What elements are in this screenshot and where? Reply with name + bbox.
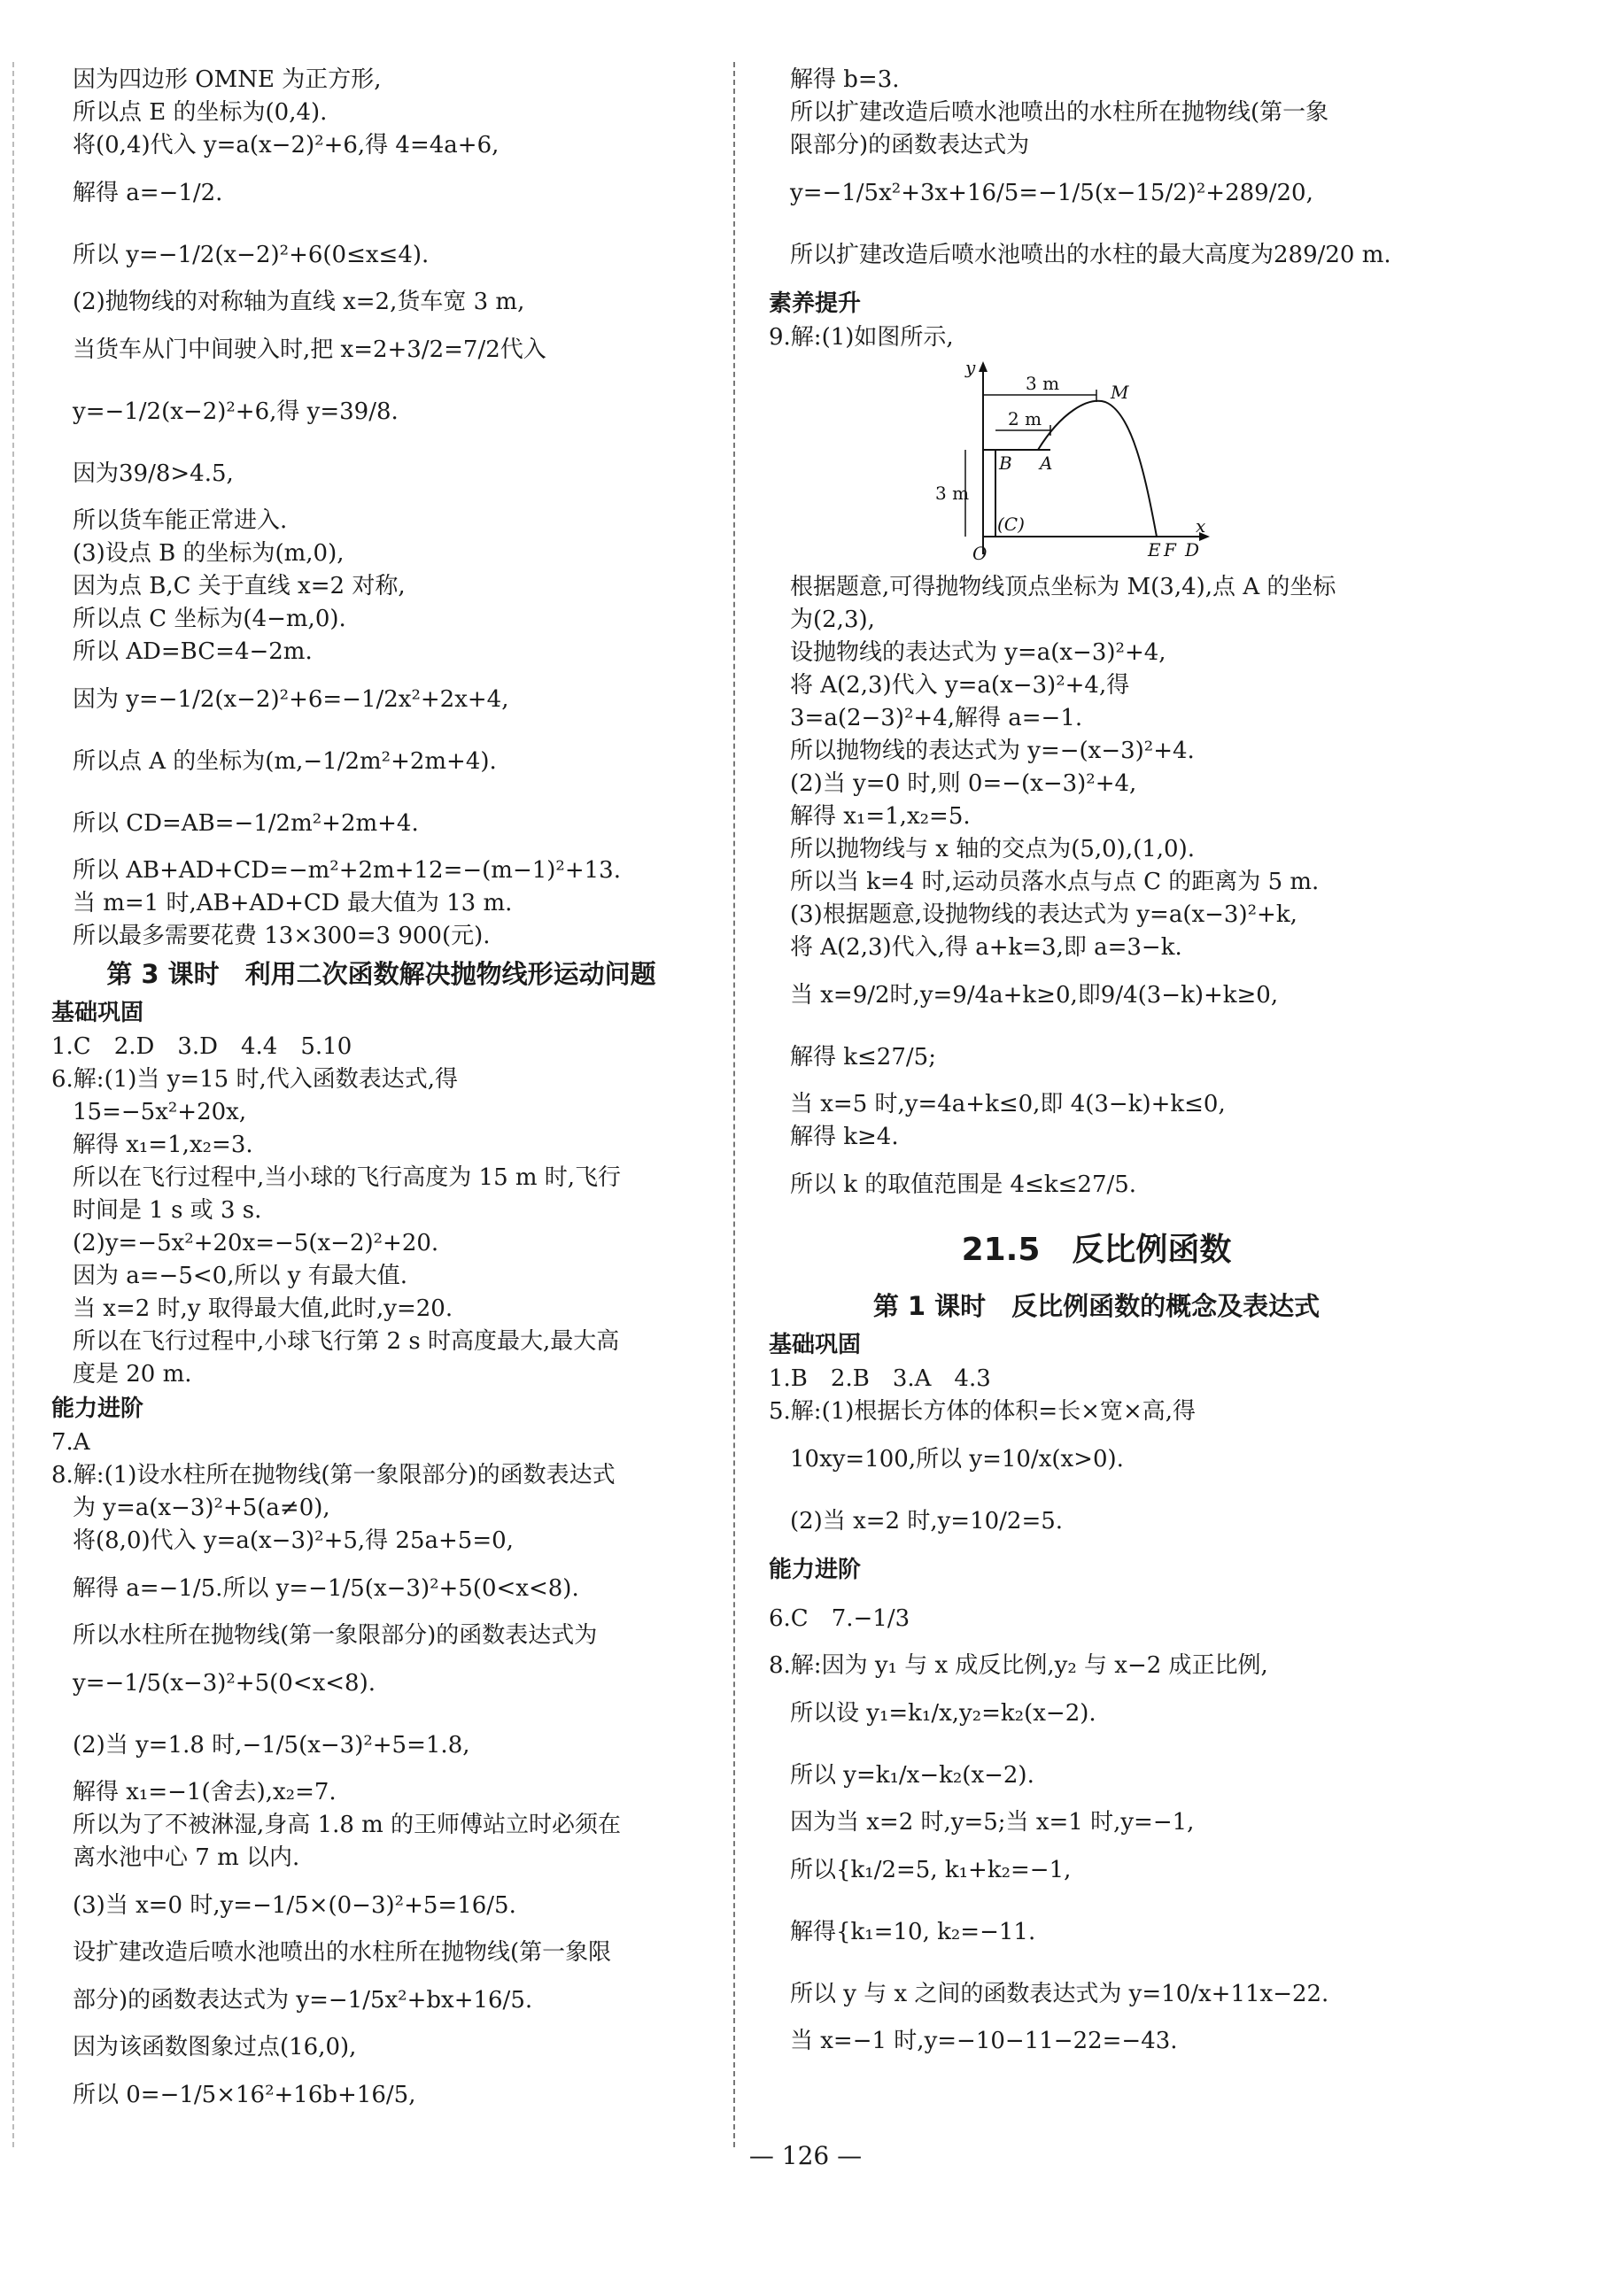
text-line: (2)当 x=2 时,y=10/2=5. xyxy=(790,1508,1064,1535)
text-line: 将 A(2,3)代入,得 a+k=3,即 a=3−k. xyxy=(790,934,1182,961)
text-line: 根据题意,可得抛物线顶点坐标为 M(3,4),点 A 的坐标 xyxy=(790,574,1336,600)
point-c-label: (C) xyxy=(997,514,1025,535)
right-column-text-bottom xyxy=(769,571,1424,2058)
text-line: (3)根据题意,设抛物线的表达式为 y=a(x−3)²+k, xyxy=(790,901,1297,928)
text-line: 当货车从门中间驶入时,把 x=2+3/2=7/2代入 xyxy=(73,336,546,363)
text-line: 8.解:(1)设水柱所在抛物线(第一象限部分)的函数表达式 xyxy=(51,1462,616,1488)
point-e-label: E xyxy=(1148,539,1161,560)
text-line: 5.解:(1)根据长方体的体积=长×宽×高,得 xyxy=(769,1398,1197,1425)
text-line: 解得 x₁=−1(舍去),x₂=7. xyxy=(73,1779,337,1805)
text-line: 因为当 x=2 时,y=5;当 x=1 时,y=−1, xyxy=(790,1809,1195,1836)
text-line: 1.B 2.B 3.A 4.3 xyxy=(769,1365,991,1392)
text-line: 所以 k 的取值范围是 4≤k≤27/5. xyxy=(790,1171,1137,1198)
text-line: 第 3 课时 利用二次函数解决抛物线形运动问题 xyxy=(106,959,656,989)
text-line: 因为点 B,C 关于直线 x=2 对称, xyxy=(73,573,406,599)
text-line: 度是 20 m. xyxy=(73,1361,192,1388)
text-line: 解得{k₁=10, k₂=−11. xyxy=(790,1919,1036,1945)
text-line: 将(8,0)代入 y=a(x−3)²+5,得 25a+5=0, xyxy=(73,1527,514,1554)
text-line: 所以为了不被淋湿,身高 1.8 m 的王师傅站立时必须在 xyxy=(73,1812,622,1838)
text-line: 所以扩建改造后喷水池喷出的水柱的最大高度为289/20 m. xyxy=(790,242,1391,268)
text-line: 解得 k≥4. xyxy=(790,1124,899,1150)
text-line: 当 x=−1 时,y=−10−11−22=−43. xyxy=(790,2028,1178,2054)
text-line: (2)当 y=0 时,则 0=−(x−3)²+4, xyxy=(790,770,1137,797)
page-number: — 126 — xyxy=(748,2141,863,2170)
text-line: 当 m=1 时,AB+AD+CD 最大值为 13 m. xyxy=(73,890,513,916)
origin-label: O xyxy=(972,543,988,564)
text-line: 为(2,3), xyxy=(790,607,875,633)
text-line: 7.A xyxy=(51,1429,90,1456)
text-line: 因为该函数图象过点(16,0), xyxy=(73,2034,357,2060)
text-line: (3)设点 B 的坐标为(m,0), xyxy=(73,540,345,567)
text-line: 所以货车能正常进入. xyxy=(73,507,288,534)
y-axis-arrow xyxy=(979,361,988,372)
parabola-dive-figure xyxy=(935,357,1220,568)
text-line: 因为 a=−5<0,所以 y 有最大值. xyxy=(73,1263,407,1289)
text-line: 6.解:(1)当 y=15 时,代入函数表达式,得 xyxy=(51,1066,459,1093)
text-line: 所以点 A 的坐标为(m,−1/2m²+2m+4). xyxy=(73,748,497,775)
point-a-label: A xyxy=(1040,452,1053,474)
left-margin-rule xyxy=(12,62,14,2147)
text-line: 8.解:因为 y₁ 与 x 成反比例,y₂ 与 x−2 成正比例, xyxy=(769,1652,1268,1679)
text-line: 21.5 反比例函数 xyxy=(961,1232,1232,1268)
text-line: 因为39/8>4.5, xyxy=(73,460,234,487)
text-line: 当 x=5 时,y=4a+k≤0,即 4(3−k)+k≤0, xyxy=(790,1091,1226,1117)
text-line: (2)y=−5x²+20x=−5(x−2)²+20. xyxy=(73,1230,439,1256)
right-column-text-top xyxy=(769,64,1424,354)
text-line: 将(0,4)代入 y=a(x−2)²+6,得 4=4a+6, xyxy=(73,132,500,158)
text-line: 为 y=a(x−3)²+5(a≠0), xyxy=(73,1495,330,1521)
text-line: (3)当 x=0 时,y=−1/5×(0−3)²+5=16/5. xyxy=(73,1892,516,1919)
text-line: 因为 y=−1/2(x−2)²+6=−1/2x²+2x+4, xyxy=(73,686,509,713)
text-line: y=−1/5(x−3)²+5(0<x<8). xyxy=(73,1670,376,1697)
text-line: y=−1/5x²+3x+16/5=−1/5(x−15/2)²+289/20, xyxy=(790,180,1313,206)
text-line: 所以 y=−1/2(x−2)²+6(0≤x≤4). xyxy=(73,242,430,268)
text-line: 所以 CD=AB=−1/2m²+2m+4. xyxy=(73,810,419,837)
text-line: 将 A(2,3)代入 y=a(x−3)²+4,得 xyxy=(790,672,1130,699)
text-line: 能力进阶 xyxy=(769,1557,862,1583)
text-line: 所以 y=k₁/x−k₂(x−2). xyxy=(790,1762,1034,1789)
diving-platform xyxy=(983,450,995,537)
text-line: 解得 k≤27/5; xyxy=(790,1044,936,1071)
text-line: 所以点 C 坐标为(4−m,0). xyxy=(73,606,346,632)
text-line: 所以抛物线的表达式为 y=−(x−3)²+4. xyxy=(790,738,1195,764)
text-line: 所以在飞行过程中,小球飞行第 2 s 时高度最大,最大高 xyxy=(73,1328,620,1355)
text-line: 10xy=100,所以 y=10/x(x>0). xyxy=(790,1446,1124,1473)
text-line: 所以 AD=BC=4−2m. xyxy=(73,638,313,665)
text-line: 解得 a=−1/2. xyxy=(73,180,223,206)
text-line: 1.C 2.D 3.D 4.4 5.10 xyxy=(51,1033,352,1060)
right-column xyxy=(769,64,1424,2058)
text-line: 基础巩固 xyxy=(51,1000,144,1026)
text-line: 所以{k₁/2=5, k₁+k₂=−1, xyxy=(790,1857,1072,1883)
text-line: 解得 a=−1/5.所以 y=−1/5(x−3)²+5(0<x<8). xyxy=(73,1575,579,1602)
text-line: 所以抛物线与 x 轴的交点为(5,0),(1,0). xyxy=(790,836,1195,862)
text-line: 设抛物线的表达式为 y=a(x−3)²+4, xyxy=(790,639,1166,666)
text-line: 当 x=2 时,y 取得最大值,此时,y=20. xyxy=(73,1295,453,1322)
vertex-label: M xyxy=(1111,382,1129,403)
text-line: 离水池中心 7 m 以内. xyxy=(73,1844,300,1871)
text-line: 素养提升 xyxy=(769,290,862,317)
text-line: 所以 AB+AD+CD=−m²+2m+12=−(m−1)²+13. xyxy=(73,857,621,884)
mid-dimension-label: 2 m xyxy=(1008,408,1042,429)
text-line: 所以点 E 的坐标为(0,4). xyxy=(73,99,328,126)
text-line: 所以水柱所在抛物线(第一象限部分)的函数表达式为 xyxy=(73,1622,598,1649)
point-d-label: D xyxy=(1185,539,1200,560)
text-line: (2)抛物线的对称轴为直线 x=2,货车宽 3 m, xyxy=(73,289,525,315)
y-axis-label: y xyxy=(965,357,976,378)
text-line: 15=−5x²+20x, xyxy=(73,1099,247,1125)
text-line: y=−1/2(x−2)²+6,得 y=39/8. xyxy=(73,398,399,425)
text-line: 所以最多需要花费 13×300=3 900(元). xyxy=(73,923,491,949)
text-line: 因为四边形 OMNE 为正方形, xyxy=(73,66,382,93)
text-line: 所以 0=−1/5×16²+16b+16/5, xyxy=(73,2082,416,2108)
text-line: 6.C 7.−1/3 xyxy=(769,1605,910,1632)
text-line: 当 x=9/2时,y=9/4a+k≥0,即9/4(3−k)+k≥0, xyxy=(790,982,1279,1009)
text-line: 3=a(2−3)²+4,解得 a=−1. xyxy=(790,705,1083,731)
trajectory-parabola xyxy=(1038,401,1157,537)
text-line: 所以当 k=4 时,运动员落水点与点 C 的距离为 5 m. xyxy=(790,869,1320,895)
column-divider xyxy=(733,62,735,2147)
point-b-label: B xyxy=(999,452,1012,474)
text-line: 部分)的函数表达式为 y=−1/5x²+bx+16/5. xyxy=(73,1987,533,2014)
top-dimension-label: 3 m xyxy=(1026,373,1060,394)
text-line: 所以扩建改造后喷水池喷出的水柱所在抛物线(第一象 xyxy=(790,99,1329,126)
x-axis-label: x xyxy=(1196,515,1206,537)
point-f-label: F xyxy=(1164,539,1176,560)
text-line: (2)当 y=1.8 时,−1/5(x−3)²+5=1.8, xyxy=(73,1732,470,1759)
text-line: 所以 y 与 x 之间的函数表达式为 y=10/x+11x−22. xyxy=(790,1981,1329,2007)
side-dimension-label: 3 m xyxy=(935,483,970,504)
text-line: 限部分)的函数表达式为 xyxy=(790,132,1030,158)
text-line: 第 1 课时 反比例函数的概念及表达式 xyxy=(872,1291,1321,1321)
text-line: 所以在飞行过程中,当小球的飞行高度为 15 m 时,飞行 xyxy=(73,1164,622,1191)
text-line: 能力进阶 xyxy=(51,1395,144,1422)
text-line: 时间是 1 s 或 3 s. xyxy=(73,1197,262,1224)
text-line: 所以设 y₁=k₁/x,y₂=k₂(x−2). xyxy=(790,1700,1096,1727)
text-line: 9.解:(1)如图所示, xyxy=(769,324,954,351)
text-line: 解得 x₁=1,x₂=5. xyxy=(790,803,971,830)
text-line: 设扩建改造后喷水池喷出的水柱所在抛物线(第一象限 xyxy=(73,1939,612,1966)
text-line: 解得 b=3. xyxy=(790,66,900,93)
text-line: 基础巩固 xyxy=(769,1332,862,1358)
left-column xyxy=(51,64,711,2126)
text-line: 解得 x₁=1,x₂=3. xyxy=(73,1132,253,1158)
